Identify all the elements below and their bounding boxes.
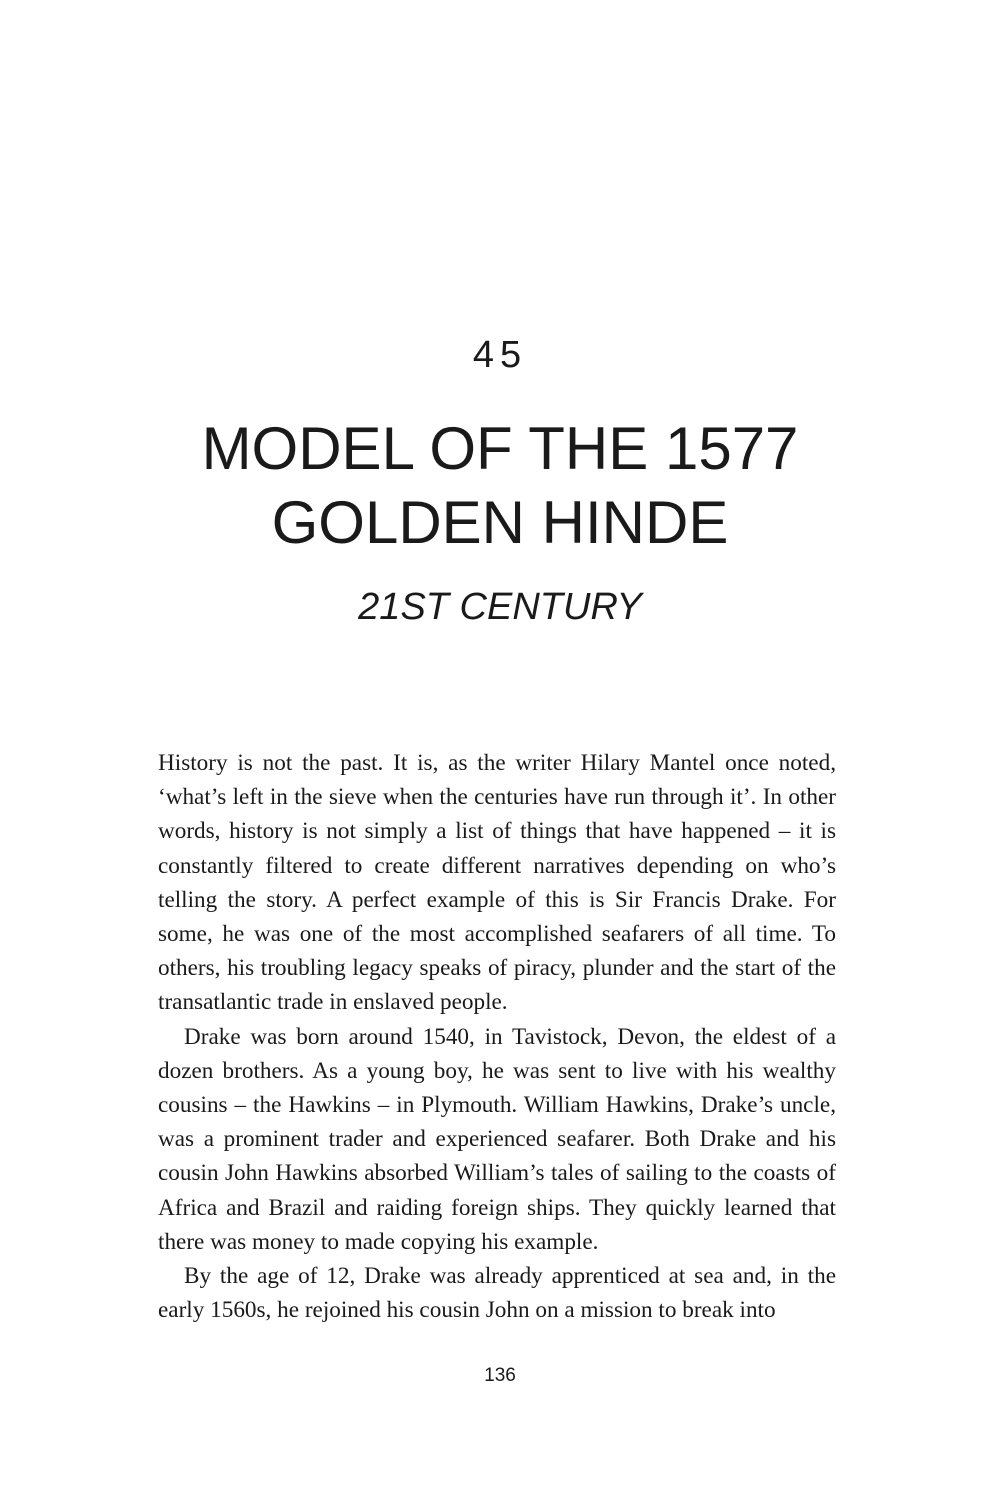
- chapter-title: [0, 412, 1000, 560]
- chapter-title-line-2: GOLDEN HINDE: [271, 489, 729, 556]
- body-text: [158, 746, 836, 1327]
- paragraph-3: By the age of 12, Drake was already apprenticed at sea and, in the early 1560s, he rejoined his cousin John on a mission to break into: [158, 1263, 836, 1324]
- page-number: 136: [484, 1365, 516, 1386]
- chapter-number: 45: [472, 334, 528, 376]
- paragraph-2: Drake was born around 1540, in Tavistock, Devon, the eldest of a dozen brothers. As a young boy, he was sent to live with his wealthy cousins – the Hawkins – in Plymouth. William Hawkins, Drake’s uncle, was a prominent trader and experienced seafarer. Both Drake and his cousin John Hawkins absorbed William’s tales of sailing to the coasts of Africa and Brazil and raiding foreign ships. They quickly learned that there was money to made copying his example.: [158, 1023, 836, 1255]
- paragraph-1: History is not the past. It is, as the writer Hilary Mantel once noted, ‘what’s left in the sieve when the centuries have run through it’. In other words, history is not simply a list of things that have happened – it is constantly filtered to create different narratives depending on who’s telling the story. A perfect example of this is Sir Francis Drake. For some, he was one of the most accomplished seafarers of all time. To others, his troubling legacy speaks of piracy, plunder and the start of the transatlantic trade in enslaved people.: [158, 750, 836, 1016]
- chapter-subtitle: 21ST CENTURY: [358, 586, 642, 628]
- chapter-title-line-1: MODEL OF THE 1577: [201, 415, 799, 482]
